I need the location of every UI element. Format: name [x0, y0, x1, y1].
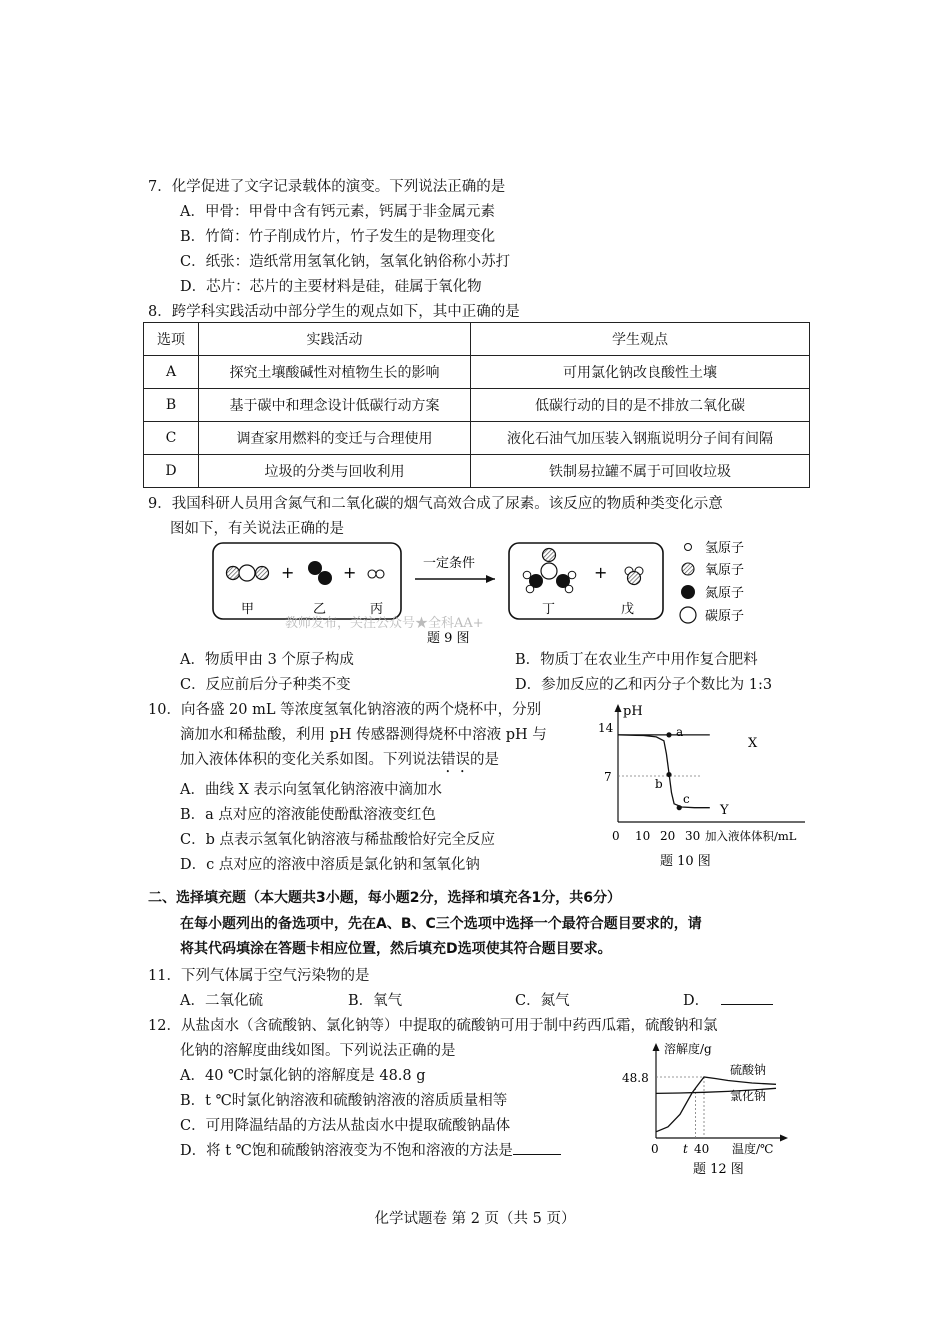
q9-stem-line2: 图如下，有关说法正确的是: [170, 521, 344, 537]
q12-option-d-label: D．将 t ℃饱和硫酸钠溶液变为不饱和溶液的方法是: [180, 1143, 513, 1159]
table-cell: 探究土壤酸碱性对植物生长的影响: [199, 356, 471, 389]
q10-stem-line2: 滴加水和稀盐酸，利用 pH 传感器测得烧杯中溶液 pH 与: [180, 727, 547, 743]
q7-option-b: B．竹简：竹子削成竹片，竹子发生的是物理变化: [180, 229, 496, 245]
plus-sign: +: [594, 563, 608, 582]
q10-option-a: A．曲线 X 表示向氢氧化钠溶液中滴加水: [180, 782, 443, 798]
table-cell: C: [144, 422, 199, 455]
table-cell: 垃圾的分类与回收利用: [199, 455, 471, 488]
nitrogen-legend-icon: [681, 585, 695, 599]
watermark-text: 教师发布，关注公众号★全科AA+: [285, 616, 484, 631]
q10-stem-part: 加入液体体积的变化关系如图。下列说法: [180, 752, 441, 768]
x-tick-10: 10: [635, 829, 651, 843]
q8-table: [143, 322, 810, 488]
q10-stem-part: 的是: [470, 752, 499, 768]
table-cell: 铁制易拉罐不属于可回收垃圾: [471, 455, 810, 488]
q9-option-c: C．反应前后分子种类不变: [180, 677, 351, 693]
table-row: [144, 422, 810, 455]
label-sodium-chloride: 氯化钠: [730, 1089, 767, 1103]
answer-blank[interactable]: [513, 1140, 561, 1155]
q8-stem: 8．跨学科实践活动中部分学生的观点如下，其中正确的是: [148, 304, 520, 320]
table-cell: 调查家用燃料的变迁与合理使用: [199, 422, 471, 455]
water-molecule-icon: [628, 572, 641, 585]
table-cell: 可用氯化钠改良酸性土壤: [471, 356, 810, 389]
q7-stem: 7．化学促进了文字记录载体的演变。下列说法正确的是: [148, 179, 506, 195]
q9-option-b: B．物质丁在农业生产中用作复合肥料: [515, 652, 758, 668]
q12-option-d: [180, 1139, 561, 1160]
series-y-label: Y: [720, 803, 729, 818]
hydrogen-atom-icon: [368, 570, 376, 578]
label-a: a: [676, 725, 684, 739]
q9-reaction-figure: [205, 535, 785, 653]
q11-stem: 11．下列气体属于空气污染物的是: [148, 968, 370, 984]
table-header: 实践活动: [199, 323, 471, 356]
q10-option-b: B．a 点对应的溶液能使酚酞溶液变红色: [180, 807, 436, 823]
q12-option-a: A．40 ℃时氯化钠的溶解度是 48.8 g: [180, 1068, 426, 1084]
label-sodium-sulfate: 硫酸钠: [730, 1063, 767, 1077]
q10-ph-chart: [590, 700, 815, 872]
x-tick-20: 20: [660, 829, 676, 843]
y-axis-label: pH: [623, 704, 643, 719]
q7-option-a: A．甲骨：甲骨中含有钙元素，钙属于非金属元素: [180, 204, 495, 220]
table-row: [144, 455, 810, 488]
x-tick-30: 30: [685, 829, 701, 843]
q10-option-d: D．c 点对应的溶液中溶质是氯化钠和氢氧化钠: [180, 857, 480, 873]
q11-option-b: B．氧气: [348, 993, 403, 1009]
q9-option-d: D．参加反应的乙和丙分子个数比为 1:3: [515, 677, 773, 693]
q10-emphasis: 错误: [441, 752, 470, 768]
x-tick-40: 40: [694, 1142, 710, 1156]
q10-stem-line3: [180, 748, 499, 776]
oxygen-atom-icon: [256, 567, 269, 580]
hydrogen-legend-icon: [685, 544, 692, 551]
table-cell: D: [144, 455, 199, 488]
y-tick-7: 7: [604, 770, 612, 784]
nitrogen-atom-icon: [308, 561, 322, 575]
label-ding: 丁: [542, 602, 556, 617]
q12-option-c: C．可用降温结晶的方法从盐卤水中提取硫酸钠晶体: [180, 1118, 511, 1134]
label-bing: 丙: [370, 602, 384, 617]
q10-stem-line1: 10．向各盛 20 mL 等浓度氢氧化钠溶液的两个烧杯中，分别: [148, 702, 542, 718]
x-axis-label: 加入液体体积/mL: [705, 829, 797, 843]
section2-title: 二、选择填充题（本大题共3小题，每小题2分，选择和填充各1分，共6分）: [148, 890, 621, 906]
legend-oxygen: 氧原子: [705, 563, 745, 578]
y-axis-label: 溶解度/g: [664, 1042, 712, 1056]
q12-option-b: B．t ℃时氯化钠溶液和硫酸钠溶液的溶质质量相等: [180, 1093, 508, 1109]
sodium-sulfate-curve: [656, 1077, 776, 1132]
label-b: b: [655, 777, 663, 791]
label-jia: 甲: [241, 602, 255, 617]
x-axis-label: 温度/℃: [732, 1142, 774, 1156]
page-footer: 化学试题卷 第 2 页（共 5 页）: [374, 1211, 576, 1227]
point-c: [677, 805, 682, 810]
x-tick-0: 0: [612, 829, 620, 843]
series-x-label: X: [748, 736, 758, 751]
legend-hydrogen: 氢原子: [705, 541, 745, 556]
series-y-line: [618, 735, 710, 808]
carbon-atom-icon: [239, 565, 255, 581]
section2-instruction-2: 将其代码填涂在答题卡相应位置，然后填充D选项使其符合题目要求。: [180, 941, 612, 957]
q9-option-a: A．物质甲由 3 个原子构成: [180, 652, 354, 668]
figure-caption: 题 12 图: [693, 1162, 744, 1177]
nitrogen-atom-icon: [318, 571, 332, 585]
y-tick-14: 14: [598, 721, 614, 735]
arrow-condition: 一定条件: [423, 556, 476, 571]
q11-option-c: C．氮气: [515, 993, 570, 1009]
hydrogen-atom-icon: [376, 570, 384, 578]
table-header: 选项: [144, 323, 199, 356]
figure-caption: 题 10 图: [660, 854, 711, 869]
x-tick-0: 0: [651, 1142, 659, 1156]
table-row: [144, 389, 810, 422]
x-tick-t: t: [683, 1142, 688, 1156]
section2-instruction-1: 在每小题列出的备选项中，先在A、B、C三个选项中选择一个最符合题目要求的，请: [180, 916, 702, 932]
label-c: c: [683, 792, 690, 806]
label-yi: 乙: [313, 602, 327, 617]
y-value-48-8: 48.8: [622, 1071, 649, 1085]
oxygen-legend-icon: [682, 563, 694, 575]
q7-option-c: C．纸张：造纸常用氢氧化钠，氢氧化钠俗称小苏打: [180, 254, 511, 270]
q9-stem-line1: 9．我国科研人员用含氮气和二氧化碳的烟气高效合成了尿素。该反应的物质种类变化示意: [148, 496, 723, 512]
figure-caption: 题 9 图: [427, 631, 470, 646]
q12-stem-line1: 12．从盐卤水（含硫酸钠、氯化钠等）中提取的硫酸钠可用于制中药西瓜霜，硫酸钠和氯: [148, 1018, 718, 1034]
carbon-atom-icon: [541, 563, 557, 579]
point-b: [666, 772, 671, 777]
q11-option-d: [683, 989, 773, 1010]
table-header-row: [144, 323, 810, 356]
point-a: [666, 732, 671, 737]
legend-nitrogen: 氮原子: [705, 586, 745, 601]
plus-sign: +: [343, 563, 357, 582]
plus-sign: +: [281, 563, 295, 582]
label-wu: 戊: [621, 602, 635, 617]
answer-blank[interactable]: [721, 990, 773, 1005]
carbon-legend-icon: [680, 607, 696, 623]
q12-solubility-chart: [620, 1040, 790, 1180]
legend-carbon: 碳原子: [705, 609, 745, 624]
table-cell: 液化石油气加压装入钢瓶说明分子间有间隔: [471, 422, 810, 455]
q11-option-d-label: D．: [683, 993, 710, 1009]
table-cell: 基于碳中和理念设计低碳行动方案: [199, 389, 471, 422]
q12-stem-line2: 化钠的溶解度曲线如图。下列说法正确的是: [180, 1043, 456, 1059]
q7-option-d: D．芯片：芯片的主要材料是硅，硅属于氧化物: [180, 279, 482, 295]
q11-option-a: A．二氧化硫: [180, 993, 263, 1009]
q10-option-c: C．b 点表示氢氧化钠溶液与稀盐酸恰好完全反应: [180, 832, 495, 848]
oxygen-atom-icon: [543, 549, 556, 562]
table-row: [144, 356, 810, 389]
table-cell: A: [144, 356, 199, 389]
table-cell: B: [144, 389, 199, 422]
table-cell: 低碳行动的目的是不排放二氧化碳: [471, 389, 810, 422]
table-header: 学生观点: [471, 323, 810, 356]
